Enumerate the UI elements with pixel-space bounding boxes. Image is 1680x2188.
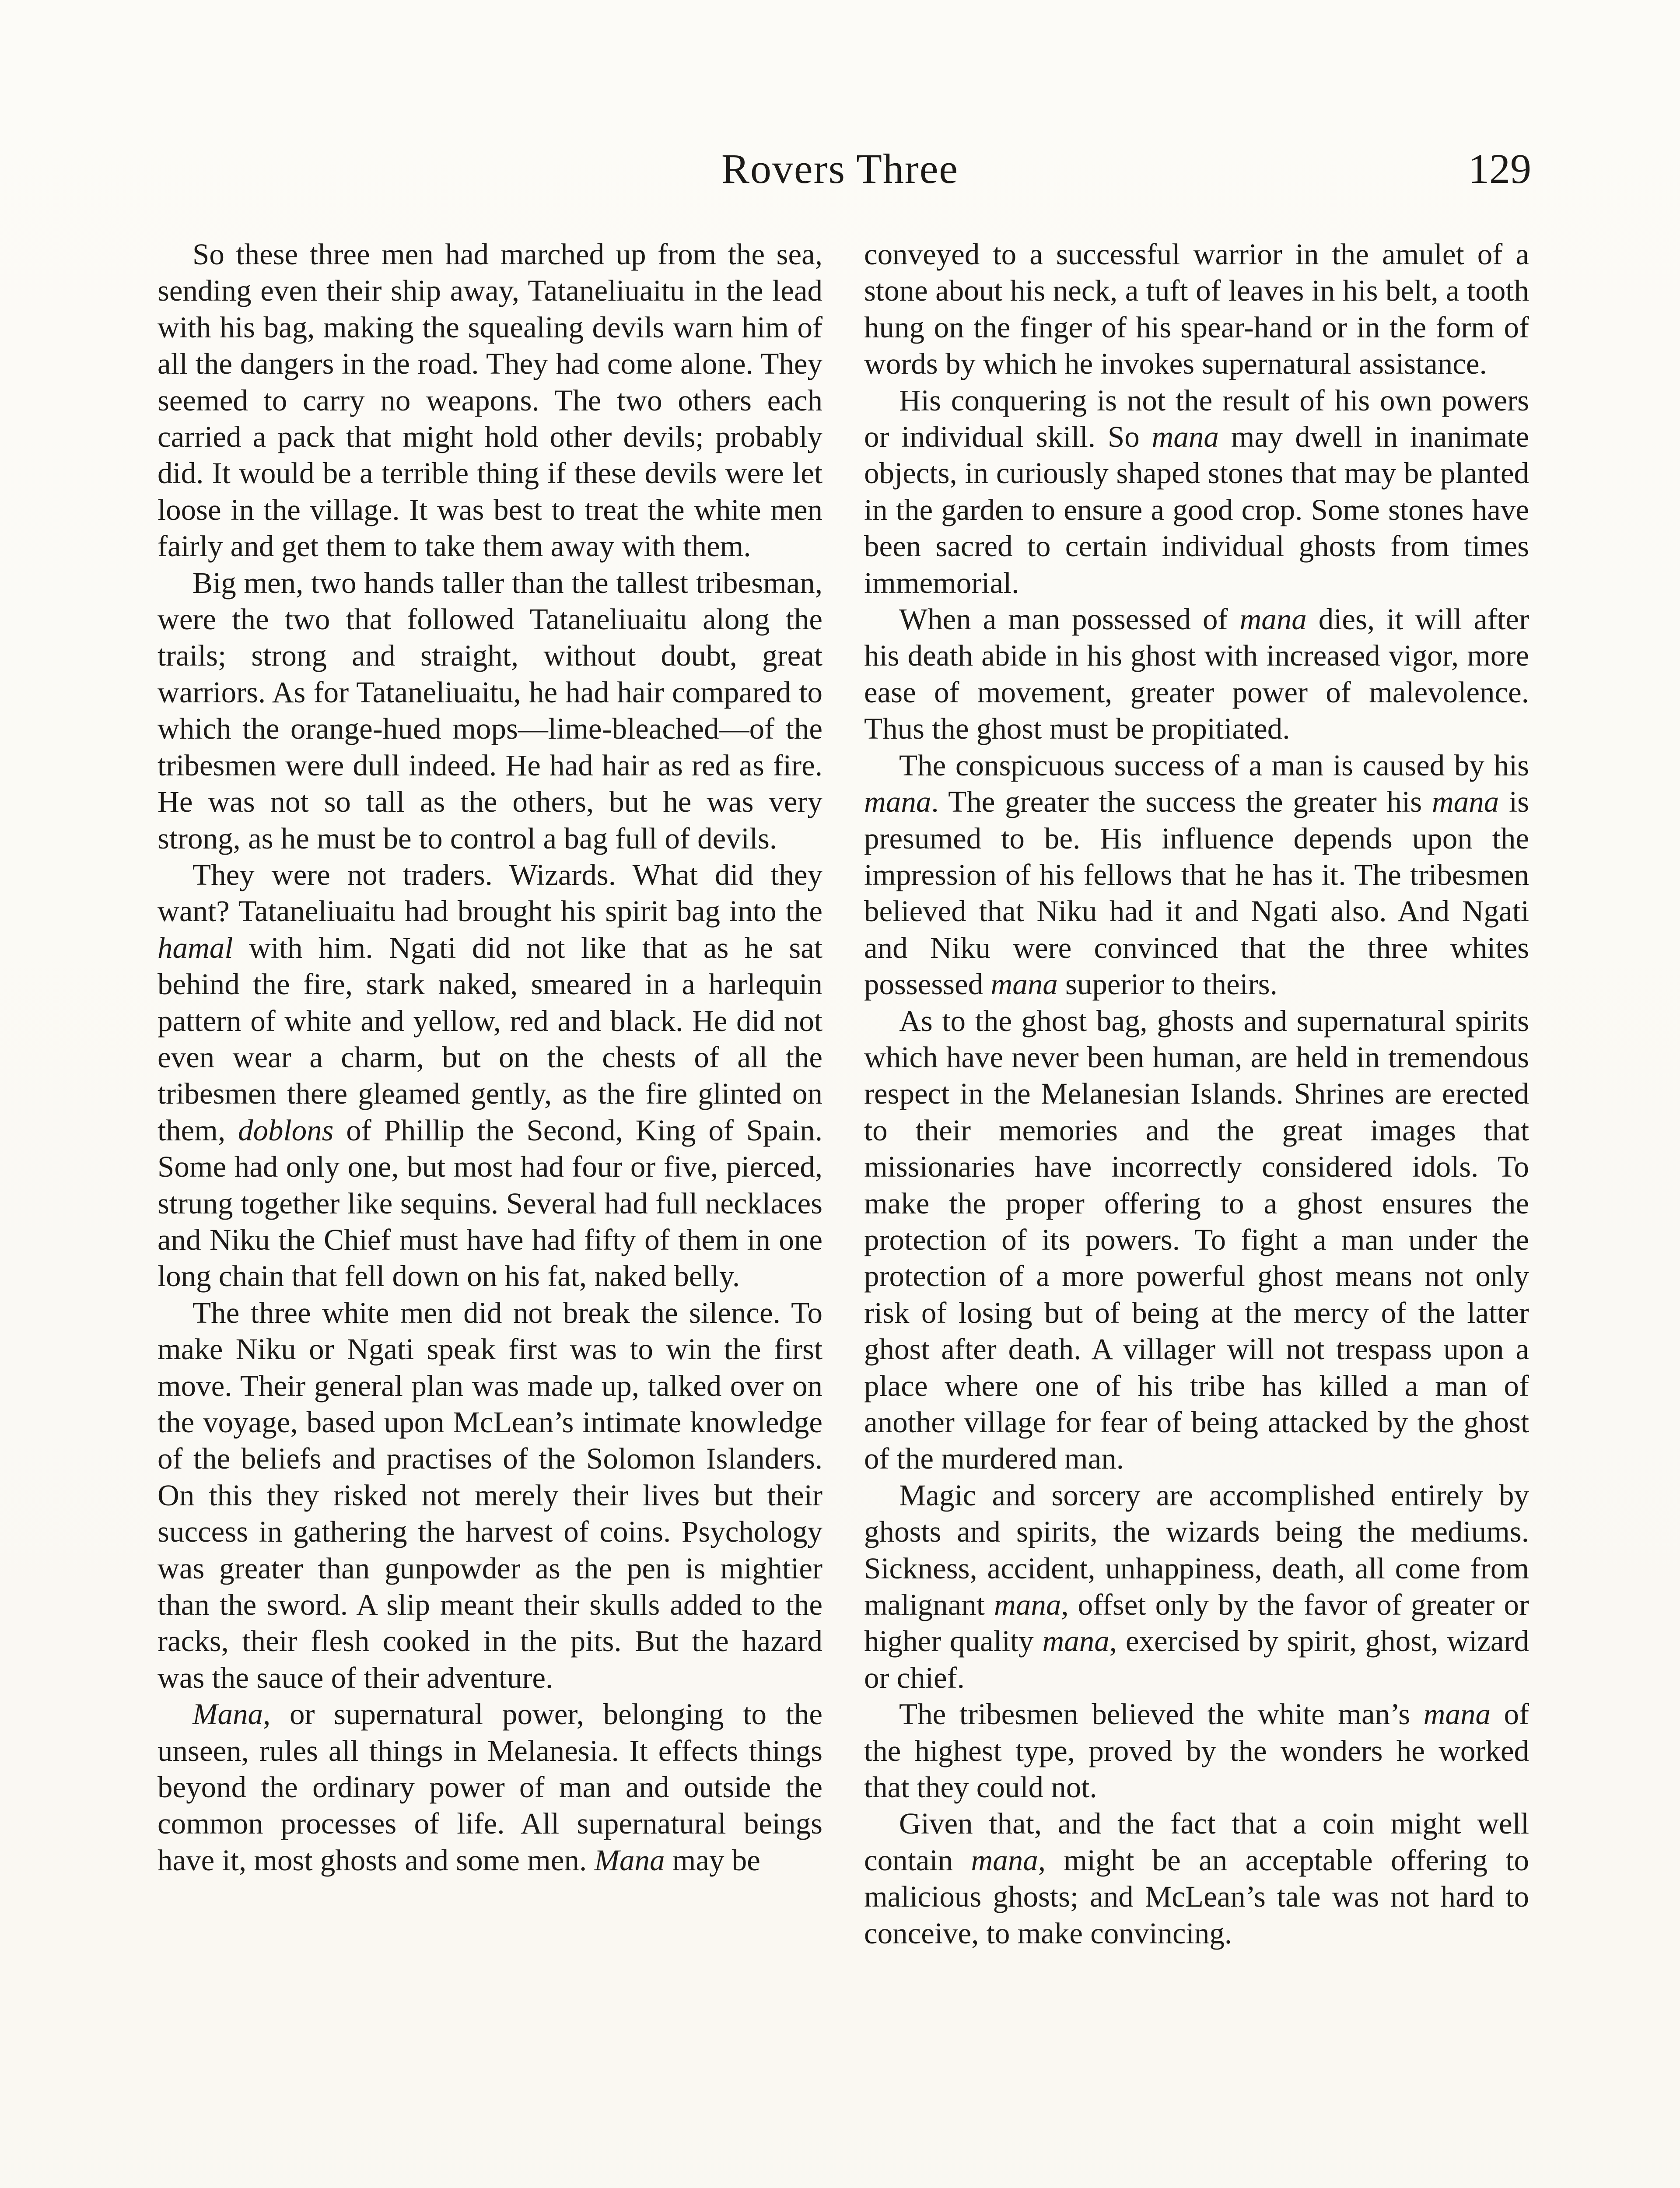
running-title: Rovers Three: [721, 145, 959, 192]
paragraph: So these three men had marched up from the sea, sending even their ship away, Tataneliuaitu in the lead with his bag, making the squealing devils warn him of all the dangers in the road. They had come alone. They seemed to carry no weapons. The two others each carried a pack that might hold other devils; probably did. It would be a terrible thing if these devils were let loose in the village. It was best to treat the white men fairly and get them to take them away with them.: [158, 238, 822, 563]
paragraph: Given that, and the fact that a coin might well contain mana, might be an acceptable offering to malicious ghosts; and McLean’s tale was not hard to conceive, to make convincing.: [864, 1807, 1529, 1950]
left-column: [158, 236, 822, 1879]
paragraph: Big men, two hands taller than the tallest tribesman, were the two that followed Tataneliuaitu along the trails; strong and straight, without doubt, great warriors. As for Tataneliuaitu, he had hair compared to which the orange-hued mops—lime-bleached—of the tribesmen were dull indeed. He had hair as red as fire. He was not so tall as the others, but he was very strong, as he must be to control a bag full of devils.: [158, 566, 822, 855]
paragraph: The tribesmen believed the white man’s mana of the highest type, proved by the wonders he worked that they could not.: [864, 1697, 1529, 1804]
paragraph: The three white men did not break the silence. To make Niku or Ngati speak first was to win the first move. Their general plan was made up, talked over on the voyage, based upon McLean’s intimate knowledge of the beliefs and practises of the Solomon Islanders. On this they risked not merely their lives but their success in gathering the harvest of coins. Psychology was greater than gunpowder as the pen is mightier than the sword. A slip meant their skulls added to the racks, their flesh cooked in the pits. But the hazard was the sauce of their adventure.: [158, 1296, 822, 1694]
paragraph: His conquering is not the result of his own powers or individual skill. So mana may dwell in inanimate objects, in curiously shaped stones that may be planted in the garden to ensure a good crop. Some stones have been sacred to certain individual ghosts from times immemorial.: [864, 383, 1529, 600]
paragraph: As to the ghost bag, ghosts and supernatural spirits which have never been human, are held in tremendous respect in the Melanesian Islands. Shrines are erected to their memories and the great images that missionaries have incorrectly considered idols. To make the proper offering to a ghost ensures the protection of its powers. To fight a man under the protection of a more powerful ghost means not only risk of losing but of being at the mercy of the latter ghost after death. A villager will not trespass upon a place where one of his tribe has killed a man of another village for fear of being attacked by the ghost of the murdered man.: [864, 1004, 1529, 1476]
paragraph: They were not traders. Wizards. What did they want? Tataneliuaitu had brought his spirit bag into the hamal with him. Ngati did not like that as he sat behind the fire, stark naked, smeared in a harlequin pattern of white and yellow, red and black. He did not even wear a charm, but on the chests of all the tribesmen there gleamed gently, as the fire glinted on them, doblons of Phillip the Second, King of Spain. Some had only one, but most had four or five, pierced, strung together like sequins. Several had full necklaces and Niku the Chief must have had fifty of them in one long chain that fell down on his fat, naked belly.: [158, 858, 822, 1293]
paragraph: Magic and sorcery are accomplished entirely by ghosts and spirits, the wizards being the mediums. Sickness, accident, unhappiness, death, all come from malignant mana, offset only by the favor of greater or higher quality mana, exercised by spirit, ghost, wizard or chief.: [864, 1478, 1529, 1694]
paragraph-continued: conveyed to a successful warrior in the amulet of a stone about his neck, a tuft of leaves in his belt, a tooth hung on the finger of his spear-hand or in the form of words by which he invokes supernatural assistance.: [864, 238, 1529, 381]
page-number: 129: [1468, 145, 1531, 192]
paragraph: When a man possessed of mana dies, it will after his death abide in his ghost with increased vigor, more ease of movement, greater power of malevolence. Thus the ghost must be propitiated.: [864, 603, 1529, 746]
right-column: [864, 236, 1529, 1952]
paragraph: The conspicuous success of a man is caused by his mana. The greater the success the greater his mana is presumed to be. His influence depends upon the impression of his fellows that he has it. The tribesmen believed that Niku had it and Ngati also. And Ngati and Niku were convinced that the three whites possessed mana superior to theirs.: [864, 748, 1529, 1001]
paragraph: Mana, or supernatural power, belonging to the unseen, rules all things in Melanesia. It effects things beyond the ordinary power of man and outside the common processes of life. All supernatural beings have it, most ghosts and some men. Mana may be: [158, 1697, 822, 1877]
